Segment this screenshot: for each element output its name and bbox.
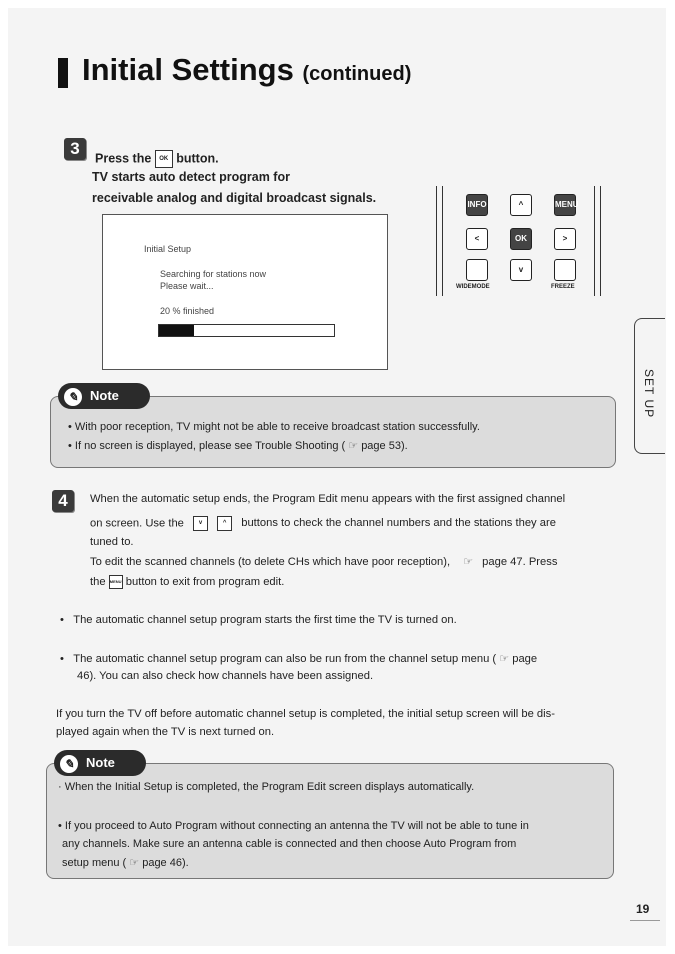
- note-2-line4-pre: setup menu (: [62, 857, 127, 869]
- title-text: Initial Settings: [82, 52, 294, 87]
- note-pencil-icon: ✎: [60, 755, 78, 773]
- step-4-line5-post: button to exit from program edit.: [125, 575, 285, 588]
- note-1-item-2: [68, 439, 408, 452]
- step-4-line5-pre: the: [90, 575, 106, 588]
- title-suffix: (continued): [302, 63, 412, 85]
- note-pencil-icon: ✎: [64, 388, 82, 406]
- note-2-line4: [62, 856, 189, 869]
- step-4-line1: When the automatic setup ends, the Program Edit menu appears with the first assigned channel: [90, 493, 566, 505]
- note-2-line1: · When the Initial Setup is completed, the Program Edit screen displays automatically.: [58, 781, 475, 793]
- freeze-button-icon: [554, 259, 576, 281]
- menu-key-icon: MENU: [109, 575, 123, 589]
- step-4-line4-pre: To edit the scanned channels (to delete CHs which have poor reception),: [90, 556, 451, 568]
- paragraph-line1: If you turn the TV off before automatic channel setup is completed, the initial setup screen will be dis-: [56, 708, 555, 720]
- step-3-badge: 3: [64, 138, 86, 160]
- bullet-1: • The automatic channel setup program starts the first time the TV is turned on.: [60, 614, 457, 626]
- remote-edge-line: [600, 186, 601, 296]
- page-title: [82, 52, 411, 88]
- pointing-hand-icon: ☞: [129, 857, 140, 869]
- step-3-button: button.: [176, 151, 219, 166]
- remote-control-illustration: [436, 186, 602, 296]
- step-4-line4-post: page 47. Press: [482, 556, 558, 568]
- step-4-line2-pre: on screen. Use the: [90, 517, 184, 530]
- bullet-2-text: The automatic channel setup program can also be run from the channel setup menu (: [73, 653, 497, 665]
- screen-progress-text: 20 % finished: [160, 306, 215, 316]
- step-4-line2-post: buttons to check the channel numbers and the stations they are: [241, 517, 556, 530]
- note-1-item-2-tail: page 53).: [361, 440, 408, 452]
- bullet-2-tail: page: [512, 653, 538, 665]
- page-number: 19: [636, 902, 650, 916]
- pointing-hand-icon: ☞: [348, 440, 359, 452]
- up-key-icon: ^: [217, 516, 232, 531]
- note-1-item-1: • With poor reception, TV might not be able to receive broadcast station successfully.: [68, 421, 480, 433]
- screen-title: Initial Setup: [144, 244, 192, 254]
- bullet-1-text: The automatic channel setup program starts the first time the TV is turned on.: [73, 614, 457, 626]
- step-3-line2: TV starts auto detect program for: [92, 170, 290, 184]
- right-button-icon: >: [554, 228, 576, 250]
- bullet-2: • The automatic channel setup program can also be run from the channel setup menu ( ☞ page: [60, 653, 538, 665]
- step-4-line3: tuned to.: [90, 536, 134, 548]
- menu-button-icon: MENU: [554, 194, 576, 216]
- widemode-label: WIDEMODE: [456, 284, 490, 290]
- step-4-line4: [90, 555, 557, 568]
- note-2-line2: • If you proceed to Auto Program without connecting an antenna the TV will not be able to tune in: [58, 820, 529, 832]
- widemode-button-icon: [466, 259, 488, 281]
- bullet-2-line2: 46). You can also check how channels have been assigned.: [77, 670, 374, 682]
- up-button-icon: ^: [510, 194, 532, 216]
- note-2-label-text: Note: [86, 755, 115, 770]
- info-button-icon: INFO: [466, 194, 488, 216]
- page-number-rule: [630, 920, 660, 921]
- tv-screen-mockup: [102, 214, 388, 370]
- step-4-line5: [90, 575, 284, 589]
- down-button-icon: v: [510, 259, 532, 281]
- note-label-2: [54, 750, 146, 776]
- step-3-line3: receivable analog and digital broadcast signals.: [92, 191, 377, 205]
- note-label-1: [58, 383, 150, 409]
- note-1-label-text: Note: [90, 388, 119, 403]
- step-3-line1: [95, 150, 219, 168]
- note-2-line3: any channels. Make sure an antenna cable is connected and then choose Auto Program from: [62, 838, 517, 850]
- paragraph-line2: played again when the TV is next turned on.: [56, 726, 275, 738]
- progress-bar: [158, 324, 335, 337]
- side-tab-label: SET UP: [642, 369, 656, 419]
- remote-edge-line: [442, 186, 443, 296]
- freeze-label: FREEZE: [551, 284, 575, 290]
- section-side-tab: [634, 318, 665, 454]
- note-1-item-2-text: • If no screen is displayed, please see Trouble Shooting (: [68, 440, 346, 452]
- step-4-badge: 4: [52, 490, 74, 512]
- step-3-press: Press the: [95, 151, 152, 166]
- remote-edge-line: [436, 186, 437, 296]
- ok-key-icon: OK: [155, 150, 173, 168]
- ok-button-icon: OK: [510, 228, 532, 250]
- left-button-icon: <: [466, 228, 488, 250]
- remote-edge-line: [594, 186, 595, 296]
- note-2-line4-post: page 46).: [142, 857, 189, 869]
- pointing-hand-icon: ☞: [463, 556, 474, 568]
- step-4-line2: [90, 516, 556, 531]
- screen-line1: Searching for stations now: [160, 269, 267, 279]
- title-marker: [58, 58, 68, 88]
- down-key-icon: v: [193, 516, 208, 531]
- pointing-hand-icon: ☞: [499, 653, 510, 665]
- progress-bar-fill: [159, 325, 194, 336]
- screen-line2: Please wait...: [160, 281, 214, 291]
